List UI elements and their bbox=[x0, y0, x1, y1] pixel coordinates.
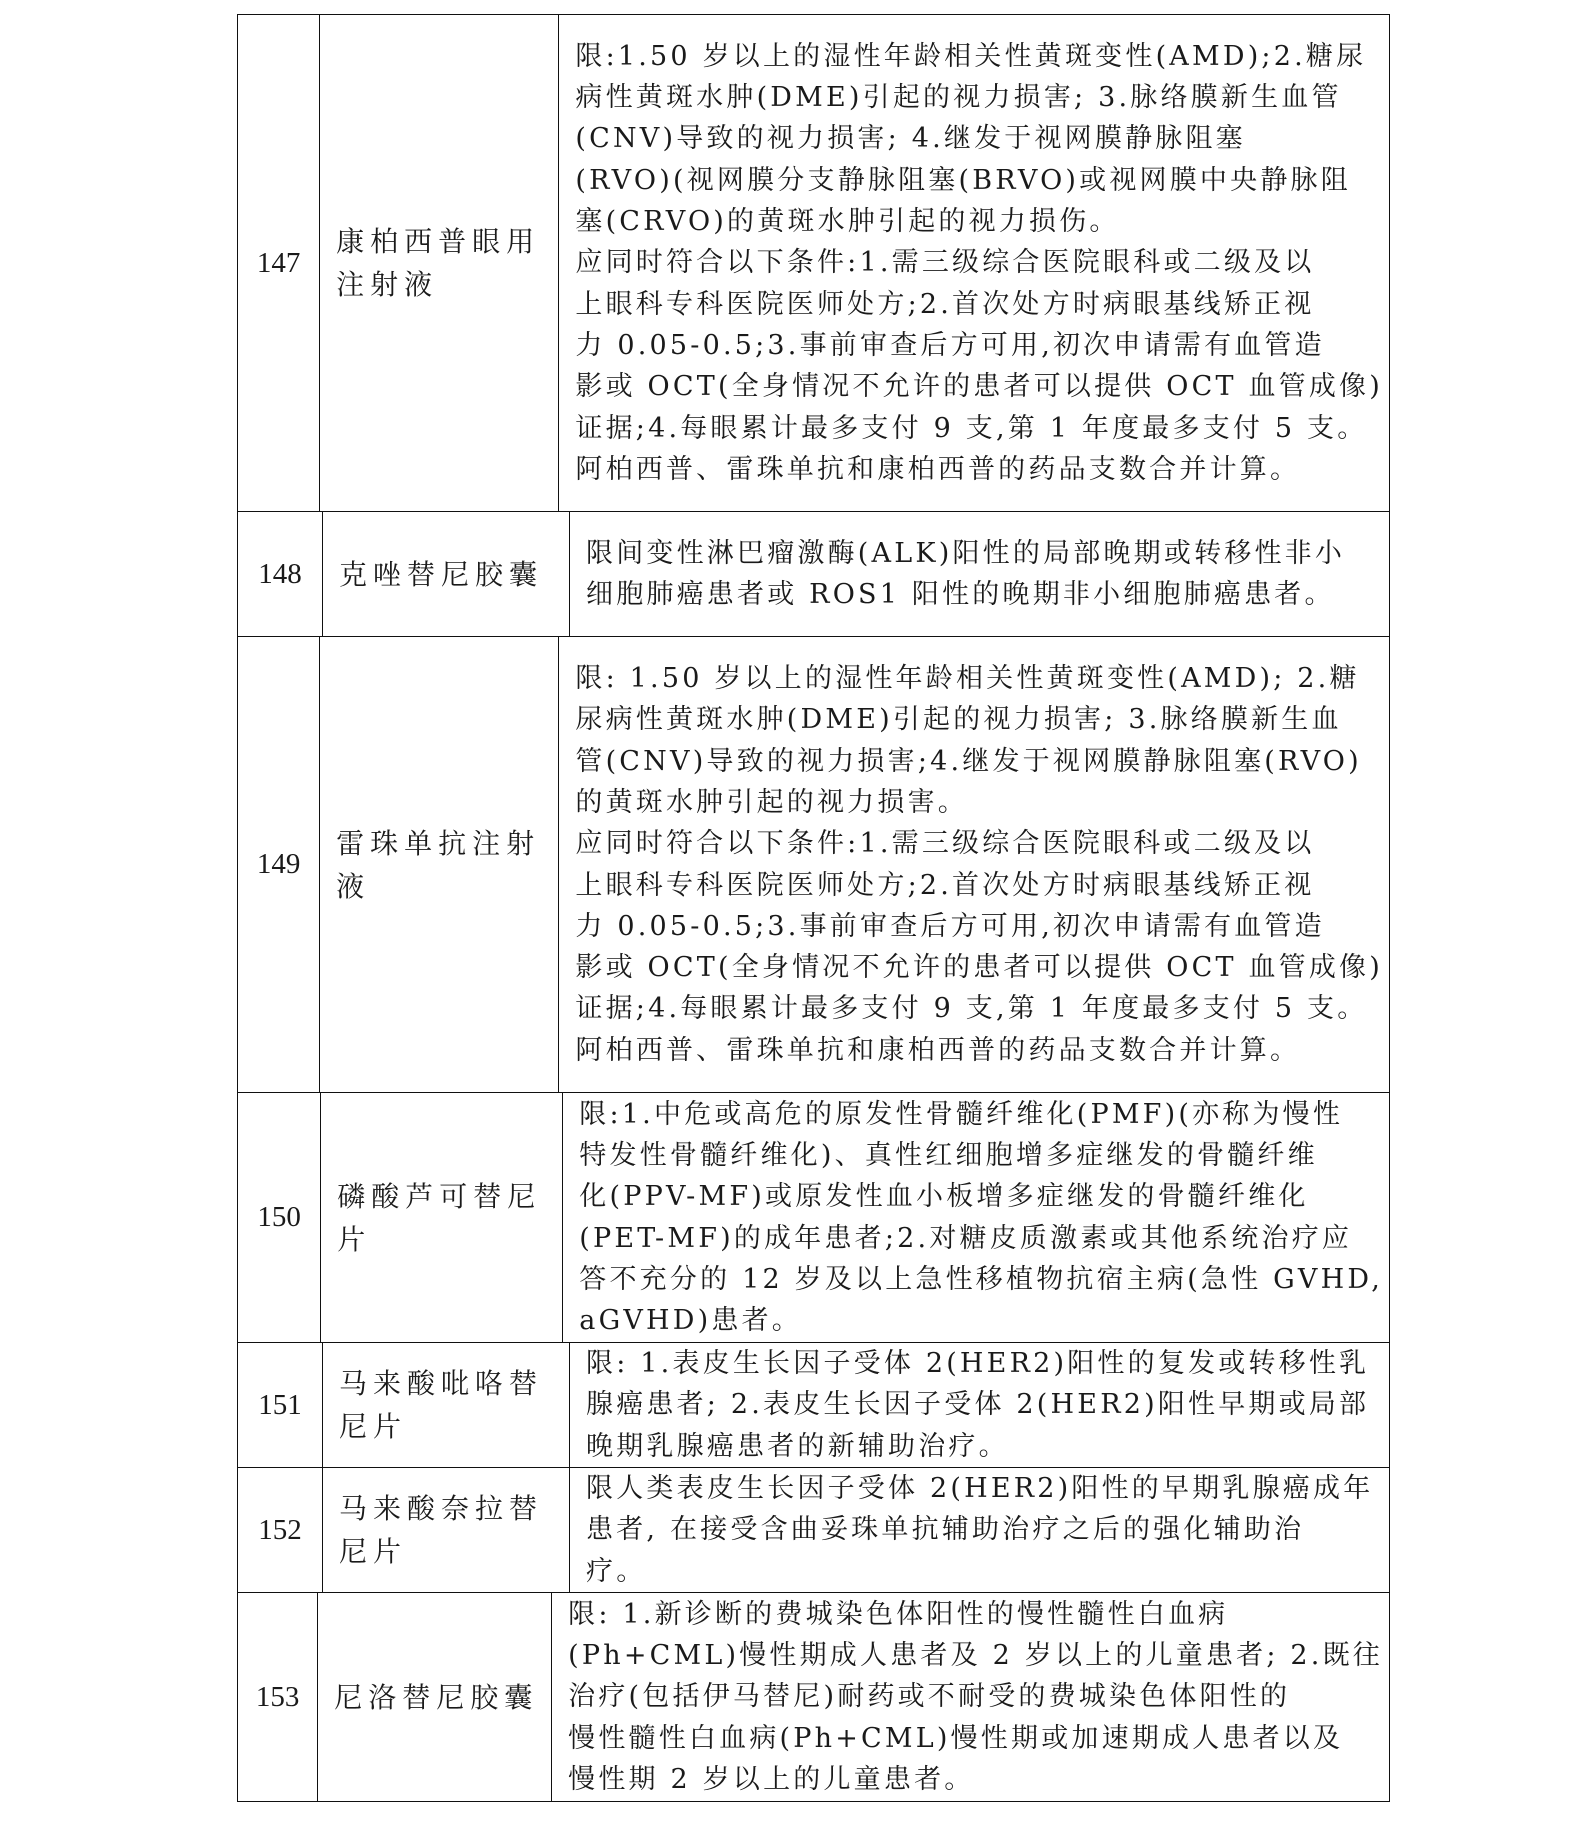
restriction-line: 化(PPV-MF)或原发性血小板增多症继发的骨髓纤维化 bbox=[579, 1181, 1309, 1213]
restriction-line: 应同时符合以下条件:1.需三级综合医院眼科或二级及以 bbox=[575, 828, 1315, 860]
row-number-cell bbox=[238, 1593, 318, 1801]
row-number-cell bbox=[238, 1093, 321, 1342]
restriction-line: (RVO)(视网膜分支静脉阻塞(BRVO)或视网膜中央静脉阻 bbox=[575, 164, 1351, 196]
row-number-cell bbox=[238, 15, 320, 511]
restriction-line: aGVHD)患者。 bbox=[579, 1305, 802, 1337]
restriction-line: 晚期乳腺癌患者的新辅助治疗。 bbox=[586, 1430, 1009, 1462]
restriction-line: 慢性髓性白血病(Ph+CML)慢性期或加速期成人患者以及 bbox=[568, 1722, 1344, 1754]
drug-name-line: 磷酸芦可替尼 bbox=[337, 1179, 542, 1213]
restriction-line: 的黄斑水肿引起的视力损害。 bbox=[575, 786, 968, 818]
restriction-cell bbox=[563, 1093, 1389, 1342]
restriction-cell bbox=[559, 637, 1389, 1092]
restriction-line: 限人类表皮生长因子受体 2(HER2)阳性的早期乳腺癌成年 bbox=[586, 1473, 1374, 1505]
drug-name-line: 液 bbox=[336, 869, 371, 903]
restriction-line: 证据;4.每眼累计最多支付 9 支,第 1 年度最多支付 5 支。 bbox=[575, 412, 1368, 444]
restriction-line: 影或 OCT(全身情况不允许的患者可以提供 OCT 血管成像) bbox=[575, 371, 1383, 403]
restriction-line: 力 0.05-0.5;3.事前审查后方可用,初次申请需有血管造 bbox=[575, 910, 1325, 942]
row-number: 151 bbox=[258, 1388, 302, 1421]
restriction-line: 阿柏西普、雷珠单抗和康柏西普的药品支数合并计算。 bbox=[575, 1034, 1301, 1066]
row-number: 149 bbox=[256, 848, 301, 880]
restriction-line: 阿柏西普、雷珠单抗和康柏西普的药品支数合并计算。 bbox=[575, 453, 1301, 485]
row-number: 148 bbox=[258, 557, 302, 590]
drug-name-cell bbox=[320, 637, 559, 1092]
restriction-line: 证据;4.每眼累计最多支付 9 支,第 1 年度最多支付 5 支。 bbox=[575, 993, 1368, 1025]
restriction-line: 细胞肺癌患者或 ROS1 阳性的晚期非小细胞肺癌患者。 bbox=[586, 579, 1335, 610]
row-number-cell bbox=[238, 1468, 323, 1592]
restriction-line: 特发性骨髓纤维化)、真性红细胞增多症继发的骨髓纤维 bbox=[579, 1139, 1318, 1171]
drug-name-line: 康柏西普眼用 bbox=[336, 225, 541, 258]
drug-name-line: 尼片 bbox=[339, 1410, 408, 1443]
drug-name-line: 马来酸奈拉替 bbox=[339, 1492, 544, 1525]
drug-name-cell bbox=[323, 1468, 570, 1592]
restriction-line: 应同时符合以下条件:1.需三级综合医院眼科或二级及以 bbox=[575, 247, 1315, 279]
restriction-line: 疗。 bbox=[586, 1555, 647, 1587]
restriction-cell bbox=[570, 512, 1389, 636]
drug-name-line: 注射液 bbox=[336, 268, 439, 301]
table-row bbox=[238, 637, 1389, 1093]
drug-name-line: 片 bbox=[337, 1222, 372, 1256]
row-number: 153 bbox=[255, 1680, 300, 1713]
drug-name-line: 尼片 bbox=[339, 1535, 408, 1568]
drug-name-line: 尼洛替尼胶囊 bbox=[334, 1680, 539, 1714]
row-number: 152 bbox=[258, 1513, 302, 1546]
restriction-line: 上眼科专科医院医师处方;2.首次处方时病眼基线矫正视 bbox=[575, 288, 1315, 320]
table-row bbox=[238, 1343, 1389, 1468]
restriction-line: 限: 1.新诊断的费城染色体阳性的慢性髓性白血病 bbox=[568, 1598, 1229, 1630]
restriction-cell bbox=[570, 1468, 1389, 1592]
restriction-line: 管(CNV)导致的视力损害;4.继发于视网膜静脉阻塞(RVO) bbox=[575, 745, 1362, 777]
drug-restriction-table bbox=[237, 14, 1390, 1802]
drug-name-cell bbox=[323, 1343, 570, 1467]
restriction-line: (PET-MF)的成年患者;2.对糖皮质激素或其他系统治疗应 bbox=[579, 1222, 1353, 1254]
restriction-cell bbox=[559, 15, 1389, 511]
row-number: 147 bbox=[256, 246, 301, 279]
restriction-line: 尿病性黄斑水肿(DME)引起的视力损害; 3.脉络膜新生血 bbox=[575, 704, 1342, 736]
drug-name-cell bbox=[321, 1093, 563, 1342]
drug-name-cell bbox=[320, 15, 559, 511]
restriction-line: 力 0.05-0.5;3.事前审查后方可用,初次申请需有血管造 bbox=[575, 329, 1325, 361]
drug-name-line: 克唑替尼胶囊 bbox=[339, 557, 544, 591]
restriction-line: (CNV)导致的视力损害; 4.继发于视网膜静脉阻塞 bbox=[575, 123, 1246, 155]
restriction-line: (Ph+CML)慢性期成人患者及 2 岁以上的儿童患者; 2.既往 bbox=[568, 1640, 1383, 1672]
table-row bbox=[238, 1468, 1389, 1593]
restriction-line: 患者, 在接受含曲妥珠单抗辅助治疗之后的强化辅助治 bbox=[586, 1514, 1305, 1546]
restriction-line: 限:1.50 岁以上的湿性年龄相关性黄斑变性(AMD);2.糖尿 bbox=[575, 40, 1367, 72]
drug-name-cell bbox=[323, 512, 570, 636]
restriction-line: 腺癌患者; 2.表皮生长因子受体 2(HER2)阳性早期或局部 bbox=[586, 1389, 1370, 1421]
restriction-line: 病性黄斑水肿(DME)引起的视力损害; 3.脉络膜新生血管 bbox=[575, 82, 1342, 114]
restriction-cell bbox=[570, 1343, 1389, 1467]
restriction-line: 限: 1.50 岁以上的湿性年龄相关性黄斑变性(AMD); 2.糖 bbox=[575, 663, 1360, 695]
row-number: 150 bbox=[257, 1201, 301, 1233]
restriction-line: 塞(CRVO)的黄斑水肿引起的视力损伤。 bbox=[575, 206, 1120, 238]
restriction-line: 治疗(包括伊马替尼)耐药或不耐受的费城染色体阳性的 bbox=[568, 1681, 1291, 1713]
drug-name-line: 马来酸吡咯替 bbox=[339, 1367, 544, 1400]
restriction-line: 影或 OCT(全身情况不允许的患者可以提供 OCT 血管成像) bbox=[575, 952, 1383, 984]
restriction-line: 限: 1.表皮生长因子受体 2(HER2)阳性的复发或转移性乳 bbox=[586, 1348, 1370, 1380]
drug-name-cell bbox=[318, 1593, 552, 1801]
table-row bbox=[238, 1593, 1389, 1802]
restriction-line: 上眼科专科医院医师处方;2.首次处方时病眼基线矫正视 bbox=[575, 869, 1315, 901]
drug-name-line: 雷珠单抗注射 bbox=[336, 826, 541, 860]
restriction-cell bbox=[552, 1593, 1389, 1801]
table-row bbox=[238, 512, 1389, 637]
row-number-cell bbox=[238, 637, 320, 1092]
restriction-line: 慢性期 2 岁以上的儿童患者。 bbox=[568, 1763, 975, 1795]
table-row bbox=[238, 1093, 1389, 1343]
restriction-line: 答不充分的 12 岁及以上急性移植物抗宿主病(急性 GVHD, bbox=[579, 1263, 1383, 1295]
restriction-line: 限:1.中危或高危的原发性骨髓纤维化(PMF)(亦称为慢性 bbox=[579, 1098, 1344, 1130]
table-row bbox=[238, 15, 1389, 512]
row-number-cell bbox=[238, 1343, 323, 1467]
restriction-line: 限间变性淋巴瘤激酶(ALK)阳性的局部晚期或转移性非小 bbox=[586, 537, 1346, 569]
row-number-cell bbox=[238, 512, 323, 636]
